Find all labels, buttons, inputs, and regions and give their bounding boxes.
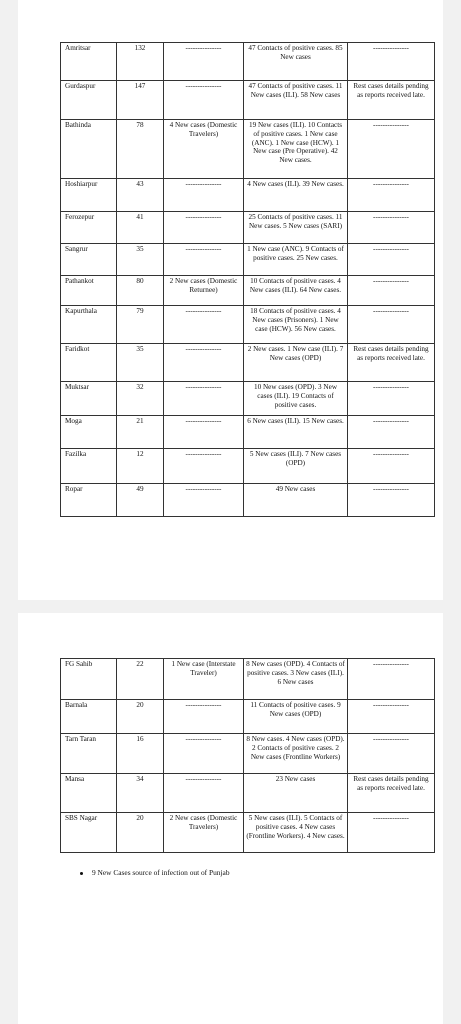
travel-source-cell: --------------- (164, 382, 244, 416)
district-cases-table-2 (60, 658, 435, 853)
case-count-cell: 43 (117, 179, 164, 212)
table-row (61, 276, 435, 306)
travel-source-cell: 1 New case (Interstate Traveler) (164, 659, 244, 700)
table-row (61, 344, 435, 382)
case-details-cell: 8 New cases (OPD). 4 Contacts of positive cases. 3 New cases (ILI). 6 New cases (244, 659, 348, 700)
document-page-1 (18, 0, 443, 600)
table-row (61, 416, 435, 449)
case-details-cell: 10 Contacts of positive cases. 4 New cases (ILI). 64 New cases. (244, 276, 348, 306)
remarks-cell: --------------- (348, 382, 435, 416)
case-details-cell: 47 Contacts of positive cases. 85 New cases (244, 43, 348, 81)
case-details-cell: 23 New cases (244, 774, 348, 813)
case-details-cell: 2 New cases. 1 New case (ILI). 7 New cases (OPD) (244, 344, 348, 382)
travel-source-cell: --------------- (164, 244, 244, 276)
case-count-cell: 79 (117, 306, 164, 344)
case-count-cell: 49 (117, 484, 164, 517)
district-cell: Ropar (61, 484, 117, 517)
case-details-cell: 8 New cases. 4 New cases (OPD). 2 Contacts of positive cases. 2 New cases (Frontline Workers) (244, 734, 348, 774)
travel-source-cell: --------------- (164, 306, 244, 344)
district-cell: Fazilka (61, 449, 117, 484)
case-details-cell: 5 New cases (ILI). 7 New cases (OPD) (244, 449, 348, 484)
remarks-cell: --------------- (348, 659, 435, 700)
district-cell: Kapurthala (61, 306, 117, 344)
table-row (61, 734, 435, 774)
remarks-cell: --------------- (348, 179, 435, 212)
remarks-cell: --------------- (348, 700, 435, 734)
travel-source-cell: --------------- (164, 212, 244, 244)
remarks-cell: --------------- (348, 734, 435, 774)
case-count-cell: 132 (117, 43, 164, 81)
case-count-cell: 80 (117, 276, 164, 306)
district-cell: FG Sahib (61, 659, 117, 700)
travel-source-cell: --------------- (164, 179, 244, 212)
table-row (61, 306, 435, 344)
table-row (61, 813, 435, 853)
document-page-2 (18, 613, 443, 1024)
table-row (61, 659, 435, 700)
travel-source-cell: --------------- (164, 484, 244, 517)
district-cell: Ferozepur (61, 212, 117, 244)
remarks-cell: Rest cases details pending as reports received late. (348, 81, 435, 120)
case-count-cell: 41 (117, 212, 164, 244)
district-cell: Sangrur (61, 244, 117, 276)
district-cell: Moga (61, 416, 117, 449)
remarks-cell: --------------- (348, 449, 435, 484)
footnote-text: 9 New Cases source of infection out of Punjab (92, 868, 230, 877)
case-count-cell: 16 (117, 734, 164, 774)
case-details-cell: 5 New cases (ILI). 5 Contacts of positive cases. 4 New cases (Frontline Workers). 4 New cases. (244, 813, 348, 853)
case-details-cell: 11 Contacts of positive cases. 9 New cases (OPD) (244, 700, 348, 734)
district-cell: Muktsar (61, 382, 117, 416)
remarks-cell: --------------- (348, 306, 435, 344)
case-count-cell: 20 (117, 813, 164, 853)
district-cell: Bathinda (61, 120, 117, 179)
travel-source-cell: --------------- (164, 344, 244, 382)
district-cell: Barnala (61, 700, 117, 734)
case-count-cell: 147 (117, 81, 164, 120)
district-cell: SBS Nagar (61, 813, 117, 853)
table-row (61, 120, 435, 179)
remarks-cell: --------------- (348, 120, 435, 179)
table-row (61, 244, 435, 276)
travel-source-cell: --------------- (164, 81, 244, 120)
case-details-cell: 1 New case (ANC). 9 Contacts of positive cases. 25 New cases. (244, 244, 348, 276)
travel-source-cell: --------------- (164, 416, 244, 449)
district-cases-table-1 (60, 42, 435, 517)
case-count-cell: 22 (117, 659, 164, 700)
table-row (61, 81, 435, 120)
remarks-cell: Rest cases details pending as reports received late. (348, 344, 435, 382)
travel-source-cell: --------------- (164, 774, 244, 813)
travel-source-cell: 4 New cases (Domestic Travelers) (164, 120, 244, 179)
district-cell: Gurdaspur (61, 81, 117, 120)
case-count-cell: 32 (117, 382, 164, 416)
remarks-cell: --------------- (348, 276, 435, 306)
table-row (61, 179, 435, 212)
travel-source-cell: --------------- (164, 43, 244, 81)
case-count-cell: 20 (117, 700, 164, 734)
case-count-cell: 35 (117, 244, 164, 276)
case-count-cell: 21 (117, 416, 164, 449)
case-count-cell: 35 (117, 344, 164, 382)
table-row (61, 774, 435, 813)
table-row (61, 212, 435, 244)
remarks-cell: --------------- (348, 244, 435, 276)
case-count-cell: 12 (117, 449, 164, 484)
table-row (61, 382, 435, 416)
district-cell: Hoshiarpur (61, 179, 117, 212)
remarks-cell: --------------- (348, 813, 435, 853)
remarks-cell: --------------- (348, 416, 435, 449)
district-cell: Mansa (61, 774, 117, 813)
remarks-cell: --------------- (348, 484, 435, 517)
travel-source-cell: 2 New cases (Domestic Returnee) (164, 276, 244, 306)
travel-source-cell: 2 New cases (Domestic Travelers) (164, 813, 244, 853)
footnote (80, 868, 230, 877)
remarks-cell: --------------- (348, 212, 435, 244)
case-details-cell: 18 Contacts of positive cases. 4 New cases (Prisoners). 1 New case (HCW). 56 New cases. (244, 306, 348, 344)
district-cell: Tarn Taran (61, 734, 117, 774)
case-details-cell: 25 Contacts of positive cases. 11 New cases. 5 New cases (SARI) (244, 212, 348, 244)
case-count-cell: 78 (117, 120, 164, 179)
travel-source-cell: --------------- (164, 700, 244, 734)
case-details-cell: 6 New cases (ILI). 15 New cases. (244, 416, 348, 449)
case-count-cell: 34 (117, 774, 164, 813)
travel-source-cell: --------------- (164, 734, 244, 774)
bullet-icon (80, 872, 83, 875)
case-details-cell: 19 New cases (ILI). 10 Contacts of positive cases. 1 New case (ANC). 1 New case (HCW). 1 New case (Pre Operative). 42 New cases. (244, 120, 348, 179)
table-row (61, 449, 435, 484)
case-details-cell: 4 New cases (ILI). 39 New cases. (244, 179, 348, 212)
case-details-cell: 47 Contacts of positive cases. 11 New cases (ILI). 58 New cases (244, 81, 348, 120)
case-details-cell: 49 New cases (244, 484, 348, 517)
case-details-cell: 10 New cases (OPD). 3 New cases (ILI). 19 Contacts of positive cases. (244, 382, 348, 416)
remarks-cell: Rest cases details pending as reports received late. (348, 774, 435, 813)
remarks-cell: --------------- (348, 43, 435, 81)
travel-source-cell: --------------- (164, 449, 244, 484)
district-cell: Amritsar (61, 43, 117, 81)
table-row (61, 43, 435, 81)
table-row (61, 700, 435, 734)
table-row (61, 484, 435, 517)
district-cell: Pathankot (61, 276, 117, 306)
district-cell: Faridkot (61, 344, 117, 382)
